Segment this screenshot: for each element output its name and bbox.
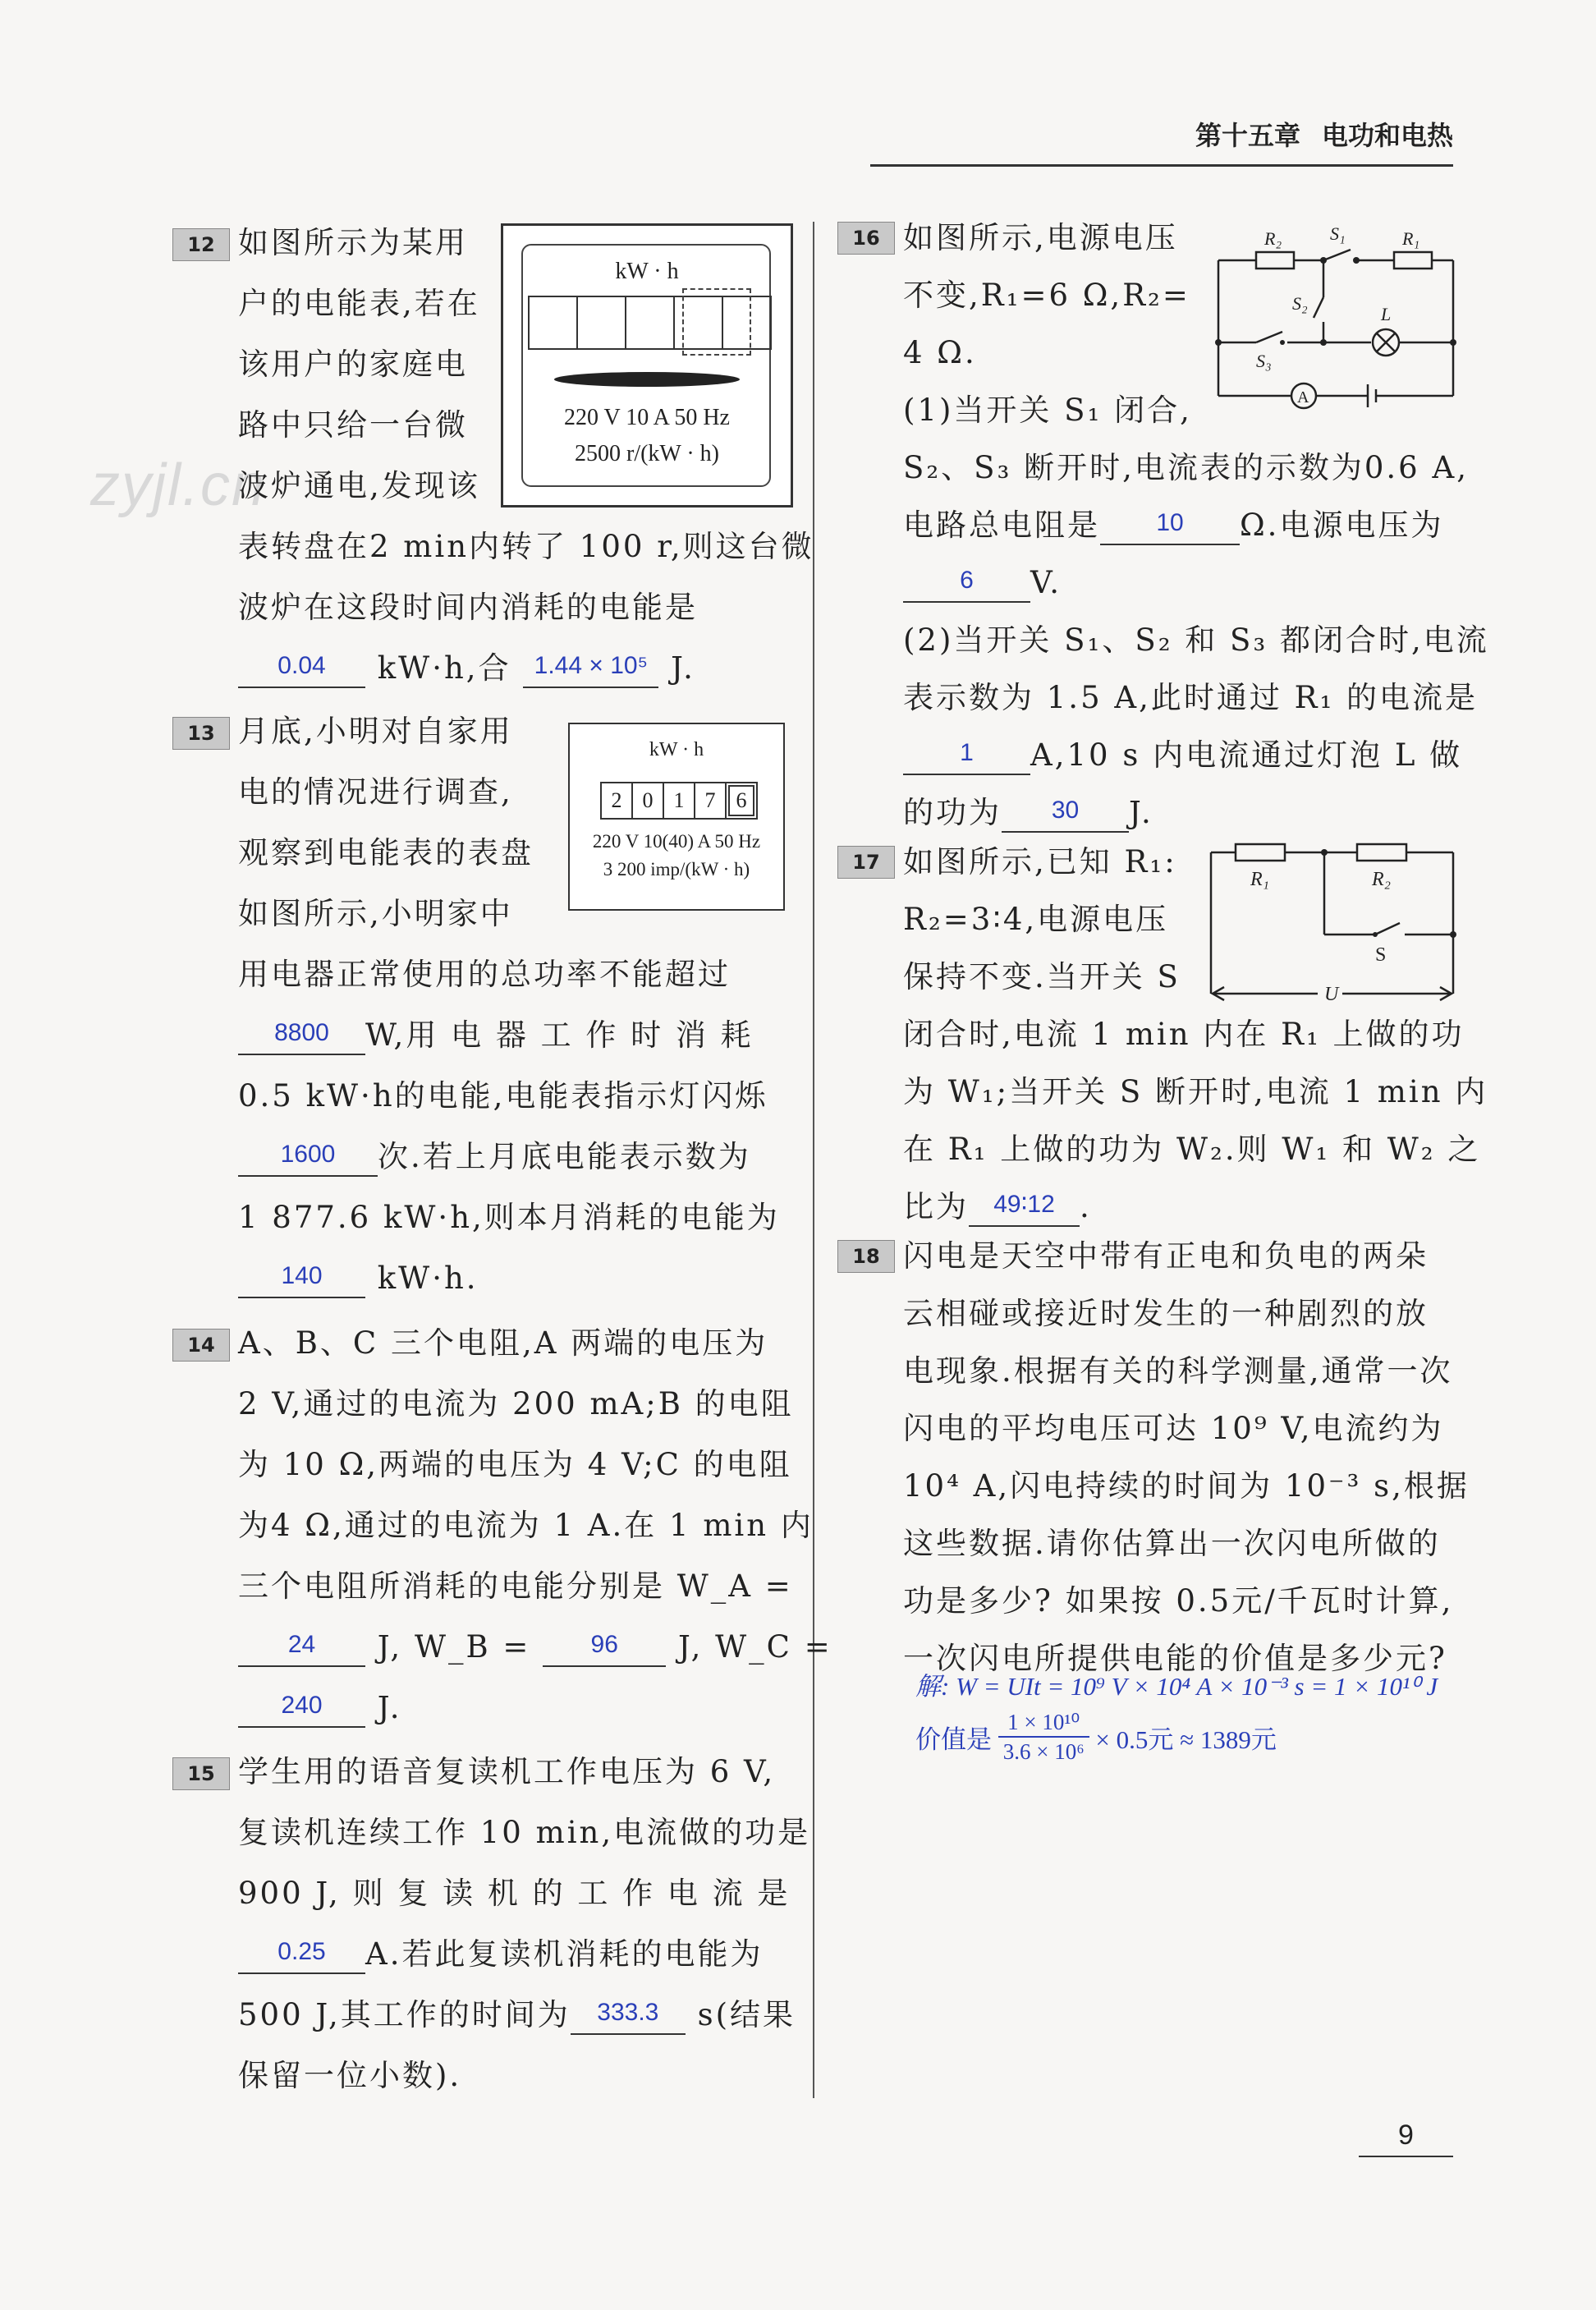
resistor-r1 bbox=[1394, 252, 1432, 269]
question-number: 16 bbox=[837, 222, 895, 255]
meter-unit: kW · h bbox=[649, 739, 704, 760]
q13-text: 次.若上月底电能表示数为 bbox=[378, 1139, 751, 1174]
q16-answer-voltage: 6 bbox=[903, 560, 1030, 603]
q18-solution-prefix: 价值是 bbox=[915, 1724, 992, 1754]
q12-line: 该用户的家庭电 bbox=[238, 347, 468, 382]
q18-solution-result: × 0.5元 ≈ 1389元 bbox=[1095, 1724, 1277, 1754]
q16-line: 不变,R₁=6 Ω,R₂= bbox=[903, 278, 1190, 313]
question-number: 18 bbox=[837, 1240, 895, 1273]
q13-line: 电的情况进行调查, bbox=[238, 774, 513, 810]
q16-answer-current-r1: 1 bbox=[903, 732, 1030, 775]
q13-line: 0.5 kW·h的电能,电能表指示灯闪烁 bbox=[238, 1078, 768, 1114]
q17-line: R₂=3∶4,电源电压 bbox=[903, 902, 1169, 937]
q12-line: 表转盘在2 min内转了 100 r,则这台微 bbox=[238, 529, 814, 564]
q13-line: 1 877.6 kW·h,则本月消耗的电能为 bbox=[238, 1200, 780, 1235]
q12-answer-energy-j: 1.44 × 10⁵ bbox=[523, 645, 658, 688]
q18-line: 10⁴ A,闪电持续的时间为 10⁻³ s,根据 bbox=[903, 1468, 1470, 1504]
q12-line: 波炉在这段时间内消耗的电能是 bbox=[238, 590, 698, 625]
column-divider bbox=[813, 222, 814, 2098]
label-ammeter: A bbox=[1297, 388, 1309, 406]
q12-line: 户的电能表,若在 bbox=[238, 286, 480, 321]
fraction-denominator: 3.6 × 10⁶ bbox=[1002, 1739, 1085, 1764]
q13-line: 观察到电能表的表盘 bbox=[238, 835, 534, 870]
q14-line: 为 10 Ω,两端的电压为 4 V;C 的电阻 bbox=[238, 1447, 792, 1482]
q17-line: 为 W₁;当开关 S 断开时,电流 1 min 内 bbox=[903, 1074, 1488, 1109]
q14-line: 为4 Ω,通过的电流为 1 A.在 1 min 内 bbox=[238, 1508, 814, 1543]
resistor-r1 bbox=[1236, 844, 1285, 861]
q17-line: 如图所示,已知 R₁: bbox=[903, 844, 1177, 879]
meter-spec: 220 V 10 A 50 Hz bbox=[564, 405, 730, 430]
q18-line: 功是多少? 如果按 0.5元/千瓦时计算, bbox=[903, 1583, 1454, 1619]
label-s: S bbox=[1375, 944, 1387, 966]
meter-spec: 3 200 imp/(kW · h) bbox=[603, 859, 750, 879]
q17-line: 闭合时,电流 1 min 内在 R₁ 上做的功 bbox=[903, 1017, 1465, 1052]
energy-meter-figure bbox=[501, 223, 793, 507]
chapter-title: 电功和电热 bbox=[1321, 120, 1453, 151]
q15-text: s(结果 bbox=[697, 1997, 796, 2032]
q17-line: 在 R₁ 上做的功为 W₂.则 W₁ 和 W₂ 之 bbox=[903, 1132, 1481, 1167]
q13-line: 月底,小明对自家用 bbox=[238, 714, 513, 749]
q16-line: (2)当开关 S₁、S₂ 和 S₃ 都闭合时,电流 bbox=[903, 622, 1489, 658]
q13-line: 用电器正常使用的总功率不能超过 bbox=[238, 957, 731, 992]
question-number: 17 bbox=[837, 846, 895, 879]
meter-disc bbox=[554, 372, 740, 387]
q13-answer-flashes: 1600 bbox=[238, 1134, 378, 1177]
q16-text: Ω.电源电压为 bbox=[1240, 507, 1444, 543]
question-number: 14 bbox=[172, 1329, 230, 1362]
q15-answer-current: 0.25 bbox=[238, 1931, 365, 1974]
q18-line: 闪电的平均电压可达 10⁹ V,电流约为 bbox=[903, 1411, 1444, 1446]
q16-text: 电路总电阻是 bbox=[903, 507, 1100, 543]
q16-line: 4 Ω. bbox=[903, 335, 977, 370]
label-u: U bbox=[1324, 984, 1339, 1005]
meter-digit: 1 bbox=[663, 782, 695, 820]
label-r1: R₁ bbox=[1250, 869, 1270, 890]
resistor-r2 bbox=[1357, 844, 1406, 861]
q14-answer-wa: 24 bbox=[238, 1624, 365, 1667]
q16-text: 的功为 bbox=[903, 795, 1002, 830]
meter-digit: 6 bbox=[725, 782, 758, 820]
q14-line: 2 V,通过的电流为 200 mA;B 的电阻 bbox=[238, 1386, 794, 1421]
q18-line: 闪电是天空中带有正电和负电的两朵 bbox=[903, 1238, 1429, 1274]
label-r2: R₂ bbox=[1264, 228, 1282, 249]
q16-line: S₂、S₃ 断开时,电流表的示数为0.6 A, bbox=[903, 450, 1469, 485]
page-number: 9 bbox=[1359, 2115, 1453, 2157]
q18-solution-work: 解: W = UIt = 10⁹ V × 10⁴ A × 10⁻³ s = 1 × 10¹⁰ J bbox=[915, 1672, 1438, 1701]
q15-text: 500 J,其工作的时间为 bbox=[238, 1997, 571, 2032]
q12-unit-j: J. bbox=[671, 650, 695, 686]
q16-line: 如图所示,电源电压 bbox=[903, 220, 1178, 255]
q18-line: 云相碰或接近时发生的一种剧烈的放 bbox=[903, 1296, 1429, 1331]
q17-text: . bbox=[1080, 1189, 1092, 1224]
energy-meter-digital-figure bbox=[568, 723, 785, 911]
q13-answer-energy: 140 bbox=[238, 1256, 365, 1298]
q18-line: 这些数据.请你估算出一次闪电所做的 bbox=[903, 1526, 1441, 1561]
q14-text: J. bbox=[377, 1690, 402, 1725]
q14-text: J, W_B = bbox=[377, 1629, 531, 1665]
q17-answer-ratio: 49∶12 bbox=[969, 1184, 1080, 1227]
q14-line: 三个电阻所消耗的电能分别是 W_A = bbox=[238, 1568, 793, 1604]
q16-line: (1)当开关 S₁ 闭合, bbox=[903, 393, 1192, 428]
q14-answer-wc: 240 bbox=[238, 1685, 365, 1728]
q15-line: 学生用的语音复读机工作电压为 6 V, bbox=[238, 1754, 776, 1789]
q13-text: W,用 电 器 工 作 时 消 耗 bbox=[365, 1017, 754, 1053]
label-s3: S₃ bbox=[1256, 351, 1272, 371]
meter-digit: 2 bbox=[600, 782, 633, 820]
fraction-numerator: 1 × 10¹⁰ bbox=[998, 1708, 1089, 1738]
question-number: 15 bbox=[172, 1757, 230, 1790]
q13-text: kW·h. bbox=[377, 1261, 479, 1296]
q15-line: 900 J, 则 复 读 机 的 工 作 电 流 是 bbox=[238, 1876, 791, 1911]
q16-text: A,10 s 内电流通过灯泡 L 做 bbox=[1030, 737, 1463, 773]
label-l: L bbox=[1381, 304, 1392, 324]
q16-answer-work: 30 bbox=[1002, 790, 1129, 833]
label-s2: S₂ bbox=[1292, 293, 1308, 314]
q15-line: 保留一位小数). bbox=[238, 2058, 462, 2093]
watermark: zyjl.cn bbox=[90, 452, 267, 518]
label-r2: R₂ bbox=[1372, 869, 1392, 890]
q12-unit: kW·h,合 bbox=[377, 650, 511, 686]
meter-unit: kW · h bbox=[615, 259, 679, 284]
q16-line: 表示数为 1.5 A,此时通过 R₁ 的电流是 bbox=[903, 680, 1479, 715]
q14-text: J, W_C = bbox=[677, 1629, 832, 1665]
q14-line: A、B、C 三个电阻,A 两端的电压为 bbox=[238, 1325, 768, 1361]
q18-solution-value bbox=[915, 1708, 1277, 1766]
q12-line: 波炉通电,发现该 bbox=[238, 468, 480, 503]
label-r1: R₁ bbox=[1402, 228, 1420, 249]
label-s1: S₁ bbox=[1330, 223, 1346, 244]
meter-spec: 2500 r/(kW · h) bbox=[575, 441, 719, 466]
q16-circuit-diagram bbox=[1207, 215, 1461, 420]
q13-line: 如图所示,小明家中 bbox=[238, 896, 513, 931]
question-number: 13 bbox=[172, 717, 230, 750]
q15-answer-time: 333.3 bbox=[571, 1992, 686, 2035]
q16-text: J. bbox=[1129, 795, 1153, 830]
question-number: 12 bbox=[172, 228, 230, 261]
q18-line: 电现象.根据有关的科学测量,通常一次 bbox=[903, 1353, 1453, 1389]
q13-answer-power: 8800 bbox=[238, 1013, 365, 1055]
q17-circuit-diagram bbox=[1203, 838, 1461, 1010]
q15-text: A.若此复读机消耗的电能为 bbox=[365, 1936, 764, 1972]
q17-line: 保持不变.当开关 S bbox=[903, 959, 1181, 994]
meter-spec: 220 V 10(40) A 50 Hz bbox=[592, 831, 761, 852]
q18-line: 一次闪电所提供电能的价值是多少元? bbox=[903, 1641, 1447, 1676]
q12-answer-energy-kwh: 0.04 bbox=[238, 645, 365, 688]
q17-text: 比为 bbox=[903, 1189, 969, 1224]
q15-line: 复读机连续工作 10 min,电流做的功是 bbox=[238, 1815, 811, 1850]
chapter-header bbox=[870, 115, 1453, 167]
resistor-r2 bbox=[1256, 252, 1294, 269]
q16-answer-resistance: 10 bbox=[1100, 503, 1240, 545]
chapter-number: 第十五章 bbox=[1195, 120, 1300, 151]
q12-line: 如图所示为某用 bbox=[238, 225, 468, 260]
meter-digit: 7 bbox=[694, 782, 727, 820]
q12-line: 路中只给一台微 bbox=[238, 407, 468, 443]
q16-text: V. bbox=[1030, 565, 1062, 600]
meter-digit: 0 bbox=[631, 782, 664, 820]
q14-answer-wb: 96 bbox=[543, 1624, 666, 1667]
